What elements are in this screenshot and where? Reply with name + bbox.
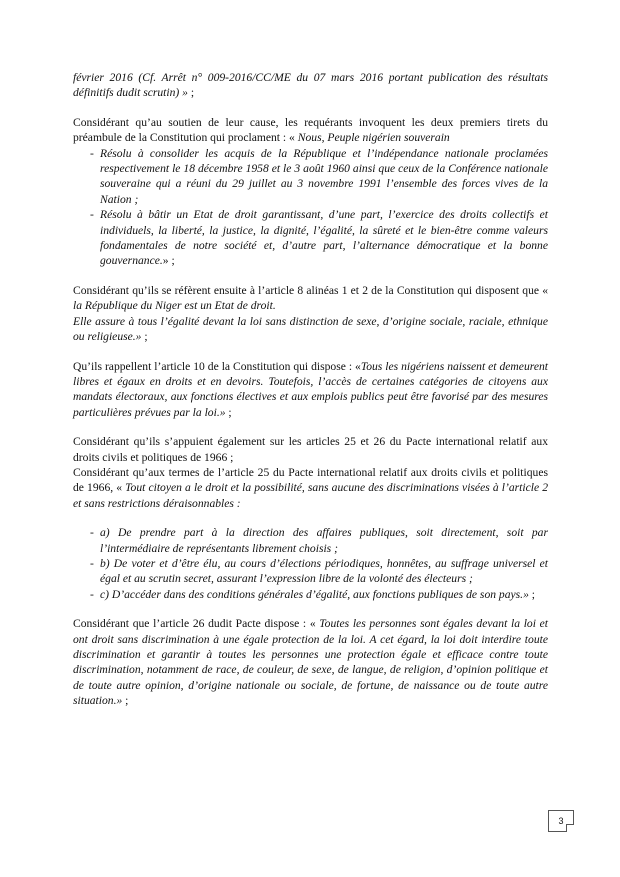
- list-item: - Résolu à bâtir un Etat de droit garantissant, d’une part, l’exercice des droits collectifs et individuels, la liberté, la justice, la dignité, l’égalité, la sûreté et le bien-être comme valeurs fondamentales de notre société et, d’autre part, l’alternance démocratique et la bonne gouvernance.» ;: [90, 208, 548, 268]
- paragraph-article-8: Considérant qu’ils se réfèrent ensuite à l’article 8 alinéas 1 et 2 de la Constitution qui disposent que « la République du Niger est un Etat de droit. Elle assure à tous l’égalité devant la loi sans distinction de sexe, d’origine sociale, raciale, ethnique ou religieuse.» ;: [73, 283, 548, 344]
- intro-tail: ;: [187, 86, 195, 100]
- preamble-italic: Nous, Peuple nigérien souverain: [297, 131, 450, 145]
- paragraph-preamble: [73, 115, 548, 269]
- paragraph-pacte-25: Considérant qu’ils s’appuient également sur les articles 25 et 26 du Pacte international relatif aux droits civils et politiques de 1966 ; Considérant qu’aux termes de l’article 25 du Pacte international relatif aux droits civils et politiques de 1966, « Tout citoyen a le droit et la possibilité, sans aucune des discriminations visées à l’article 2 et sans restrictions déraisonnables : - a) De prendre part à la direction des affaires publiques, soit directement, soit par l’intermédiaire de représentants librement choisis ; - b) De voter et d’être élu, au cours d’élections périodiques, honnêtes, au suffrage universel et égal et au scrutin secret, assurant l’expression libre de la volonté des électeurs ; - c) D’accéder dans des conditions générales d’égalité, aux fonctions publiques de son pays.» ;: [73, 435, 548, 601]
- page-number: 3: [558, 816, 564, 826]
- list-dash: -: [90, 146, 94, 160]
- page-curl-icon: [566, 824, 574, 832]
- list-item: - b) De voter et d’être élu, au cours d’élections périodiques, honnêtes, au suffrage universel et égal et au scrutin secret, assurant l’expression libre de la volonté des électeurs ;: [90, 556, 548, 586]
- list-dash: -: [90, 208, 94, 222]
- preamble-list: [73, 146, 548, 269]
- document-body: [73, 70, 548, 709]
- preamble-text: Considérant qu’au soutien de leur cause, les requérants invoquent les deux premiers tirets du préambule de la Constitution qui proclament : «: [73, 115, 548, 145]
- paragraph-article-10: Qu’ils rappellent l’article 10 de la Constitution qui dispose : «Tous les nigériens naissent et demeurent libres et égaux en droits et en devoirs. Toutefois, l’accès de certaines catégories de citoyens aux mandats électoraux, aux fonctions électives et aux emplois publics peut être favorisé par des mesures particulières prévues par la loi.» ;: [73, 359, 548, 419]
- list-item: - Résolu à consolider les acquis de la République et l’indépendance nationale proclamées respectivement le 18 décembre 1958 et le 3 août 1960 ainsi que ceux de la Conférence nationale souveraine qui a réuni du 29 juillet au 3 novembre 1991 l’ensemble des forces vives de la Nation ;: [90, 146, 548, 206]
- list-item: - a) De prendre part à la direction des affaires publiques, soit directement, soit par l’intermédiaire de représentants librement choisis ;: [90, 526, 548, 555]
- list-item: - c) D’accéder dans des conditions générales d’égalité, aux fonctions publiques de son pays.» ;: [90, 587, 536, 601]
- intro-italic: février 2016 (Cf. Arrêt n° 009-2016/CC/ME du 07 mars 2016 portant publication des résultats définitifs dudit scrutin) »: [73, 71, 548, 100]
- page-number-badge: [548, 810, 574, 832]
- paragraph-intro: [73, 70, 548, 101]
- pacte-list: [73, 525, 548, 602]
- paragraph-pacte-26: Considérant que l’article 26 dudit Pacte dispose : « Toutes les personnes sont égales devant la loi et ont droit sans discrimination à une égale protection de la loi. A cet égard, la loi doit interdire toute discrimination et garantir à toutes les personnes une protection égale et efficace contre toute discrimination, notamment de race, de couleur, de sexe, de langue, de religion, d’opinion politique et de toute autre opinion, d’origine nationale ou sociale, de fortune, de naissance ou de toute autre situation.» ;: [73, 617, 548, 708]
